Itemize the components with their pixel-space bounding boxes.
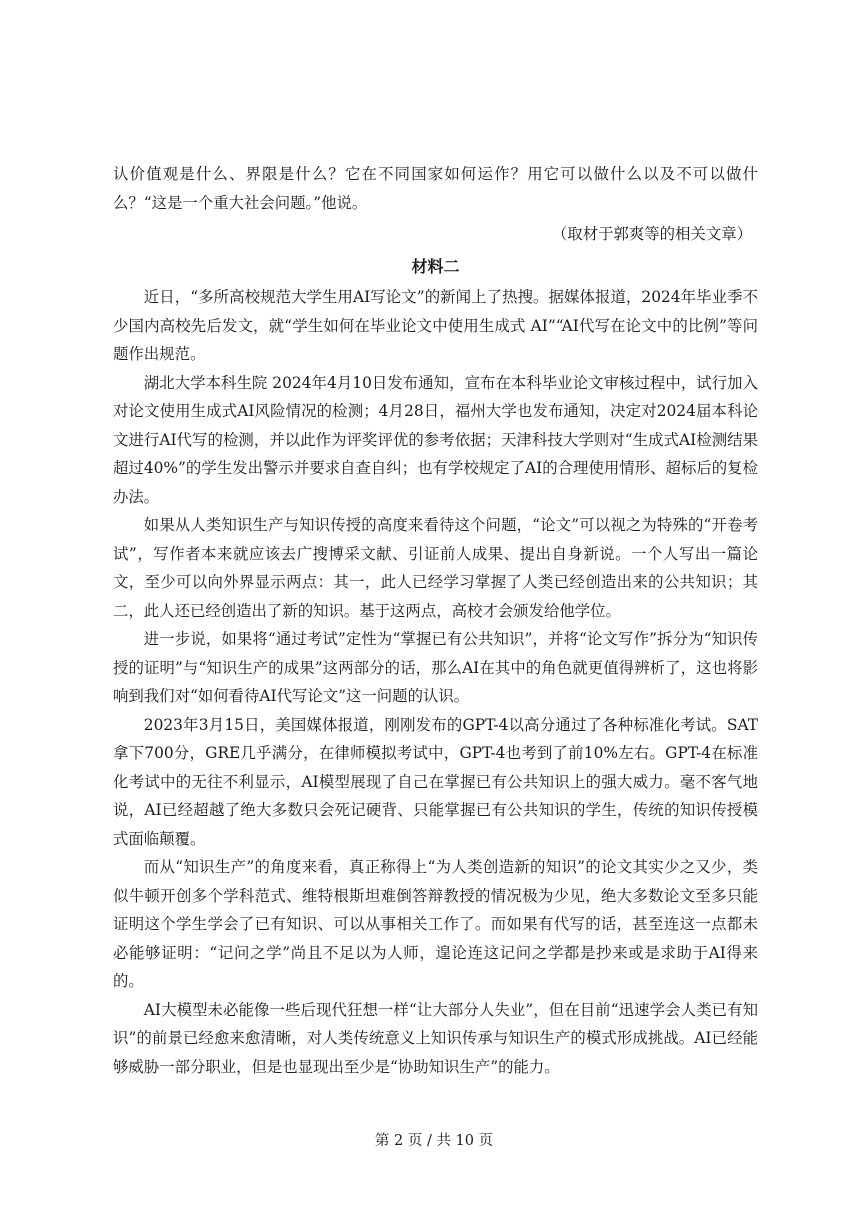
paragraph-7: AI大模型未必能像一些后现代狂想一样“让大部分人失业”，但在目前“迅速学会人类已有知识”的前景已经愈来愈清晰，对人类传统意义上知识传承与知识生产的模式形成挑战。AI已经能够威胁一部分职业，但是也显现出至少是“协助知识生产”的能力。	[113, 1000, 758, 1076]
page-footer: 第 2 页 / 共 10 页	[374, 1133, 494, 1149]
paragraph-5: 2023年3月15日，美国媒体报道，刚刚发布的GPT-4以高分通过了各种标准化考试。SAT拿下700分，GRE几乎满分，在律师模拟考试中，GPT-4也考到了前10%左右。GPT-4在标准化考试中的无往不利显示，AI模型展现了自己在掌握已有公共知识上的强大威力。毫不客气地说，AI已经超越了绝大多数只会死记硬背、只能掌握已有公共知识的学生，传统的知识传授模式面临颠覆。	[113, 715, 758, 848]
paragraph-6: 而从“知识生产”的角度来看，真正称得上“为人类创造新的知识”的论文其实少之又少，类似牛顿开创多个学科范式、维特根斯坦难倒答辩教授的情况极为少见，绝大多数论文至多只能证明这个学生学会了已有知识、可以从事相关工作了。而如果有代写的话，甚至连这一点都未必能够证明：“记问之学”尚且不足以为人师，遑论连这记问之学都是抄来或是求助于AI得来的。	[113, 858, 758, 990]
paragraph-2: 湖北大学本科生院 2024年4月10日发布通知，宣布在本科毕业论文审核过程中，试行加入对论文使用生成式AI风险情况的检测；4月28日，福州大学也发布通知，决定对2024届本科论文进行AI代写的检测，并以此作为评奖评优的参考依据；天津科技大学则对“生成式AI检测结果超过40%”的学生发出警示并要求自查自纠；也有学校规定了AI的合理使用情形、超标后的复检办法。	[113, 373, 758, 506]
document-body	[113, 160, 758, 1081]
source-note: （取材于郭爽等的相关文章）	[551, 225, 752, 243]
paragraph-4: 进一步说，如果将“通过考试”定性为“掌握已有公共知识”，并将“论文写作”拆分为“知识传授的证明”与“知识生产的成果”这两部分的话，那么AI在其中的角色就更值得辨析了，这也将影响到我们对“如何看待AI代写论文”这一问题的认识。	[113, 630, 758, 705]
carryover-paragraph: 认价值观是什么、界限是什么？它在不同国家如何运作？用它可以做什么以及不可以做什么？“这是一个重大社会问题。”他说。	[113, 165, 758, 212]
paragraph-1: 近日，“多所高校规范大学生用AI写论文”的新闻上了热搜。据媒体报道，2024年毕业季不少国内高校先后发文，就“学生如何在毕业论文中使用生成式 AI”“AI代写在论文中的比例”等问题作出规范。	[113, 288, 758, 363]
paragraph-3: 如果从人类知识生产与知识传授的高度来看待这个问题，“论文”可以视之为特殊的“开卷考试”，写作者本来就应该去广搜博采文献、引证前人成果、提出自身新说。一个人写出一篇论文，至少可以向外界显示两点：其一，此人已经学习掌握了人类已经创造出来的公共知识；其二，此人还已经创造出了新的知识。基于这两点，高校才会颁发给他学位。	[113, 516, 758, 620]
section-title: 材料二	[411, 257, 460, 276]
